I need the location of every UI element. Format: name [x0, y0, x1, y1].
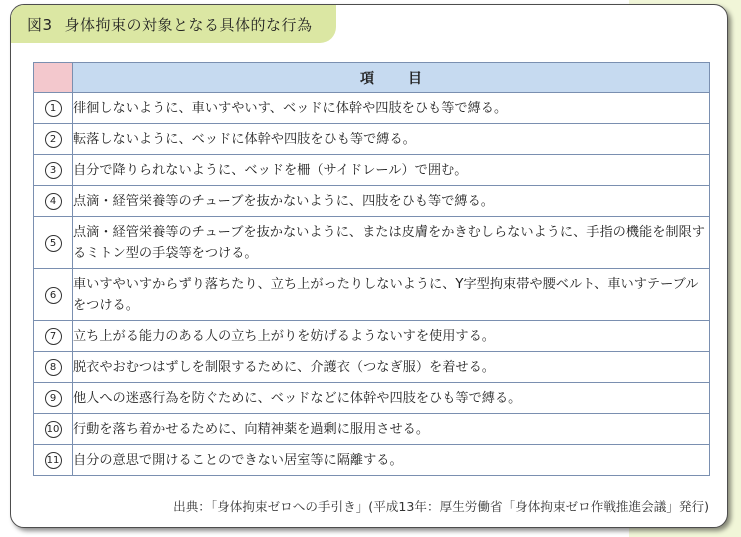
table-row — [34, 217, 710, 269]
row-number-cell — [34, 414, 73, 445]
row-number-cell — [34, 217, 73, 269]
source-citation: 出典：「身体拘束ゼロへの手引き」(平成13年：厚生労働省「身体拘束ゼロ作戦推進会議」発行) — [173, 499, 709, 514]
circled-number: 11 — [45, 452, 62, 469]
restraint-acts-table — [33, 62, 710, 476]
table-row — [34, 321, 710, 352]
circled-number: 8 — [45, 359, 62, 376]
figure-title-tab — [11, 5, 336, 43]
circled-number: 3 — [45, 162, 62, 179]
row-text-cell: 自分の意思で開けることのできない居室等に隔離する。 — [73, 445, 710, 476]
circled-number: 6 — [45, 287, 62, 304]
row-text-cell: 自分で降りられないように、ベッドを柵（サイドレール）で囲む。 — [73, 155, 710, 186]
table-row — [34, 414, 710, 445]
row-number-cell — [34, 269, 73, 321]
row-number-cell — [34, 383, 73, 414]
table-row — [34, 186, 710, 217]
row-text-cell: 徘徊しないように、車いすやいす、ベッドに体幹や四肢をひも等で縛る。 — [73, 93, 710, 124]
row-number-cell — [34, 124, 73, 155]
row-text-cell: 点滴・経管栄養等のチューブを抜かないように、または皮膚をかきむしらないように、手指の機能を制限するミトン型の手袋等をつける。 — [73, 217, 710, 269]
table-row — [34, 445, 710, 476]
row-number-cell — [34, 445, 73, 476]
figure-card — [10, 4, 728, 528]
row-number-cell — [34, 352, 73, 383]
circled-number: 10 — [45, 421, 62, 438]
table-row — [34, 352, 710, 383]
table-row — [34, 383, 710, 414]
circled-number: 7 — [45, 328, 62, 345]
table-row — [34, 124, 710, 155]
row-number-cell — [34, 155, 73, 186]
table-body — [34, 93, 710, 476]
header-item-cell: 項目 — [73, 63, 710, 93]
row-text-cell: 転落しないように、ベッドに体幹や四肢をひも等で縛る。 — [73, 124, 710, 155]
row-number-cell — [34, 93, 73, 124]
table-row — [34, 155, 710, 186]
circled-number: 4 — [45, 193, 62, 210]
circled-number: 2 — [45, 131, 62, 148]
row-text-cell: 点滴・経管栄養等のチューブを抜かないように、四肢をひも等で縛る。 — [73, 186, 710, 217]
row-text-cell: 脱衣やおむつはずしを制限するために、介護衣（つなぎ服）を着せる。 — [73, 352, 710, 383]
table-row — [34, 269, 710, 321]
table-header-row — [34, 63, 710, 93]
row-text-cell: 車いすやいすからずり落ちたり、立ち上がったりしないように、Y字型拘束帯や腰ベルト、車いすテーブルをつける。 — [73, 269, 710, 321]
figure-title: 身体拘束の対象となる具体的な行為 — [64, 15, 313, 34]
row-number-cell — [34, 321, 73, 352]
row-text-cell: 他人への迷惑行為を防ぐために、ベッドなどに体幹や四肢をひも等で縛る。 — [73, 383, 710, 414]
row-text-cell: 立ち上がる能力のある人の立ち上がりを妨げるようないすを使用する。 — [73, 321, 710, 352]
figure-label: 図3 — [27, 15, 53, 34]
circled-number: 5 — [45, 235, 62, 252]
table-row — [34, 93, 710, 124]
row-number-cell — [34, 186, 73, 217]
row-text-cell: 行動を落ち着かせるために、向精神薬を過剰に服用させる。 — [73, 414, 710, 445]
header-number-cell — [34, 63, 73, 93]
circled-number: 9 — [45, 390, 62, 407]
circled-number: 1 — [45, 100, 62, 117]
